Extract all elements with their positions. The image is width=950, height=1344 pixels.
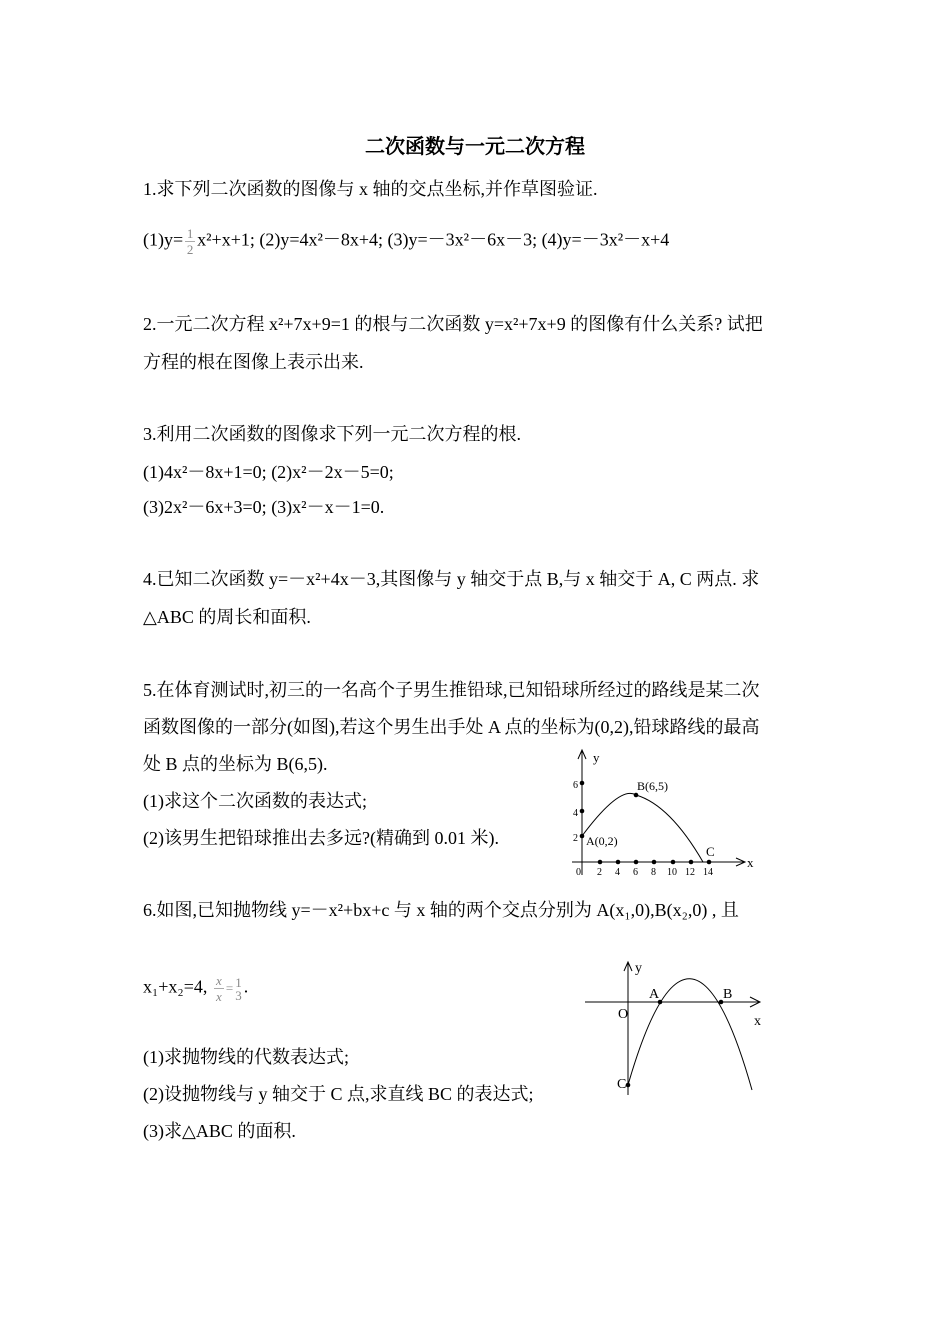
- figure-shot-put-graph: [560, 745, 760, 880]
- x-axis-label: x: [747, 855, 754, 870]
- origin-label: O: [618, 1007, 629, 1022]
- frac-den: 2: [186, 242, 194, 257]
- point-a-label: A: [649, 987, 660, 1002]
- q6-sum: x₁+x₂=4,: [143, 976, 208, 997]
- x-tick: 8: [651, 867, 656, 878]
- equals: =: [225, 980, 234, 996]
- x-tick: 6: [633, 867, 638, 878]
- frac-den: x: [215, 989, 222, 1004]
- y-tick: 6: [573, 780, 578, 791]
- point-a-label: A(0,2): [586, 834, 618, 848]
- x-tick: 0: [576, 867, 581, 878]
- fraction-half: [185, 227, 195, 256]
- q4-line: 4.已知二次函数 y=－x²+4x－3,其图像与 y 轴交于点 B,与 x 轴交于 A, C 两点. 求: [143, 569, 760, 589]
- q1-items: [143, 227, 669, 256]
- figure-parabola-graph: [580, 950, 780, 1100]
- q5-line: 函数图像的一部分(如图),若这个男生出手处 A 点的坐标为(0,2),铅球路线的最高: [143, 717, 760, 737]
- x-tick: 4: [615, 867, 620, 878]
- page-title: 二次函数与一元二次方程: [365, 136, 585, 158]
- y-tick: 4: [573, 808, 578, 819]
- frac-num: 1: [235, 974, 242, 990]
- q2-line: 2.一元二次方程 x²+7x+9=1 的根与二次函数 y=x²+7x+9 的图像有什么关系? 试把: [143, 314, 763, 334]
- point-c-label: C: [617, 1077, 627, 1092]
- point-b-label: B(6,5): [637, 779, 668, 793]
- q3-line: (1)4x²－8x+1=0; (2)x²－2x－5=0;: [143, 462, 394, 482]
- q1-text: 1.求下列二次函数的图像与 x 轴的交点坐标,并作草图验证.: [143, 179, 598, 199]
- frac-num: x: [215, 973, 222, 988]
- fraction-one-third: [235, 976, 242, 1002]
- q6-sub: (3)求△ABC 的面积.: [143, 1121, 296, 1141]
- point-b-label: B: [723, 987, 733, 1002]
- frac-num: 1: [186, 226, 194, 241]
- q1-item-prefix: (1)y=: [143, 229, 184, 250]
- q4-line: △ABC 的周长和面积.: [143, 607, 311, 627]
- x-axis-label: x: [754, 1014, 761, 1029]
- period: .: [243, 976, 249, 997]
- y-axis-label: y: [593, 750, 600, 765]
- x-tick: 10: [667, 867, 677, 878]
- q6-line: 6.如图,已知抛物线 y=－x²+bx+c 与 x 轴的两个交点分别为 A(x₁,0),B(x₂,0) , 且: [143, 900, 739, 920]
- q5-line: (2)该男生把铅球推出去多远?(精确到 0.01 米).: [143, 828, 499, 848]
- q6-sub: (1)求抛物线的代数表达式;: [143, 1047, 349, 1067]
- q6-sub: (2)设抛物线与 y 轴交于 C 点,求直线 BC 的表达式;: [143, 1084, 534, 1104]
- q5-line: 5.在体育测试时,初三的一名高个子男生推铅球,已知铅球所经过的路线是某二次: [143, 680, 760, 700]
- q1-items-rest: x²+x+1; (2)y=4x²－8x+4; (3)y=－3x²－6x－3; (4)y=－3x²－x+4: [197, 229, 670, 250]
- x-tick: 12: [685, 867, 695, 878]
- frac-den: 3: [235, 987, 242, 1003]
- x-tick: 14: [703, 867, 713, 878]
- x-tick: 2: [597, 867, 602, 878]
- q3-line: 3.利用二次函数的图像求下列一元二次方程的根.: [143, 424, 521, 444]
- q3-line: (3)2x²－6x+3=0; (3)x²－x－1=0.: [143, 497, 385, 517]
- q6-line2: [143, 974, 248, 1003]
- fraction-x-ratio: [214, 974, 224, 1003]
- q5-line: (1)求这个二次函数的表达式;: [143, 791, 367, 811]
- q5-line: 处 B 点的坐标为 B(6,5).: [143, 754, 328, 774]
- point-c-label: C: [706, 844, 715, 859]
- y-axis-label: y: [635, 961, 642, 976]
- q2-line: 方程的根在图像上表示出来.: [143, 352, 364, 372]
- y-tick: 2: [573, 833, 578, 844]
